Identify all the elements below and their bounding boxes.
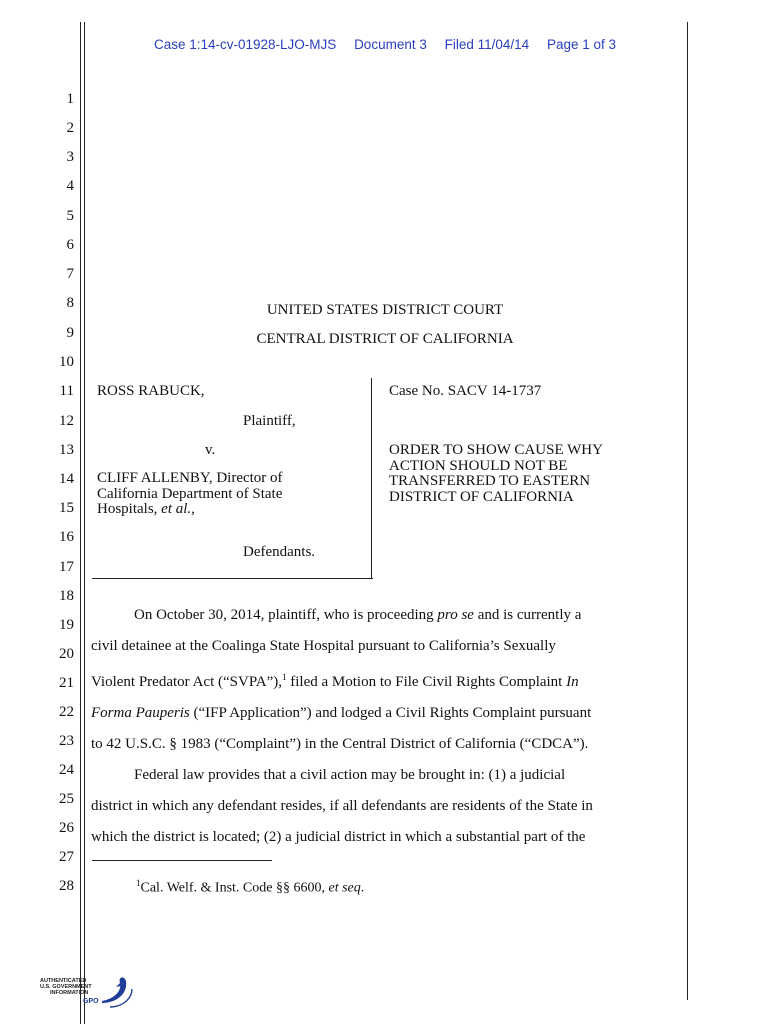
- order-title-line: ORDER TO SHOW CAUSE WHY: [389, 442, 603, 458]
- line-number: 17: [59, 559, 74, 575]
- line-number: 18: [59, 588, 74, 604]
- footnote-separator: [92, 860, 272, 861]
- document-number: Document 3: [354, 37, 427, 52]
- court-name: UNITED STATES DISTRICT COURT: [266, 302, 504, 318]
- gpo-line: AUTHENTICATED: [40, 978, 87, 984]
- body-text: On October 30, 2014, plaintiff, who is proceeding: [134, 607, 438, 623]
- line-number: 28: [59, 878, 74, 894]
- et-al: et al.: [161, 501, 192, 517]
- line-number: 12: [59, 413, 74, 429]
- order-title-line: TRANSFERRED TO EASTERN: [389, 473, 591, 489]
- left-margin-rule: [80, 22, 81, 1024]
- case-header: [0, 37, 770, 52]
- body-line: [91, 698, 691, 729]
- defendant-line: [97, 502, 283, 518]
- defendant-line: CLIFF ALLENBY, Director of: [97, 470, 283, 486]
- line-number: 23: [59, 733, 74, 749]
- line-number: 4: [66, 178, 74, 194]
- versus: v.: [205, 442, 216, 458]
- defendant-line: California Department of State: [97, 485, 283, 502]
- line-number: 3: [66, 149, 74, 165]
- footnote-end: .: [360, 880, 365, 896]
- body-line: to 42 U.S.C. § 1983 (“Complaint”) in the Central District of California (“CDCA”).: [91, 736, 589, 752]
- line-number: 21: [59, 675, 74, 691]
- body-text: and is currently a: [473, 607, 582, 623]
- plaintiff-name: ROSS RABUCK,: [97, 383, 205, 399]
- line-number: 22: [59, 704, 74, 720]
- line-number: 25: [59, 791, 74, 807]
- defendant-block: [97, 471, 283, 518]
- body-italic: In: [566, 674, 579, 690]
- court-district: CENTRAL DISTRICT OF CALIFORNIA: [256, 331, 514, 347]
- body-text: Violent Predator Act (“SVPA”),: [91, 674, 283, 690]
- case-no: Case No. SACV 14-1737: [389, 383, 542, 399]
- gpo-line: INFORMATION: [50, 990, 89, 996]
- order-title: [389, 443, 603, 505]
- body-line: Federal law provides that a civil action may be brought in: (1) a judicial: [134, 767, 566, 783]
- order-body: [91, 600, 691, 853]
- body-italic: Forma Pauperis: [91, 705, 190, 721]
- body-line: [91, 662, 691, 698]
- gpo-line: U.S. GOVERNMENT: [40, 984, 92, 990]
- line-number: 19: [59, 617, 74, 633]
- footnote-italic: et seq: [328, 880, 361, 896]
- defendant-hospitals: Hospitals,: [97, 501, 158, 517]
- right-margin-rule: [687, 22, 688, 1000]
- filed-date: Filed 11/04/14: [444, 37, 530, 52]
- footnote-ref: 1: [282, 672, 287, 682]
- gpo-label: GPO: [83, 998, 99, 1005]
- defendant-comma: ,: [191, 501, 195, 517]
- pro-se: pro se: [437, 607, 474, 623]
- caption-divider-vertical: [371, 378, 372, 578]
- body-line: which the district is located; (2) a judicial district in which a substantial part of the: [91, 829, 586, 845]
- order-title-line: ACTION SHOULD NOT BE: [389, 457, 568, 474]
- line-number: 16: [59, 529, 74, 545]
- case-number: Case 1:14-cv-01928-LJO-MJS: [153, 37, 337, 52]
- line-number: 26: [59, 820, 74, 836]
- line-number: 1: [66, 91, 74, 107]
- line-number: 24: [59, 762, 74, 778]
- line-number: 8: [66, 295, 74, 311]
- body-line: district in which any defendant resides, if all defendants are residents of the State in: [91, 798, 593, 814]
- line-number: 5: [66, 208, 74, 224]
- left-margin-rule: [84, 22, 85, 1024]
- page-indicator: Page 1 of 3: [546, 37, 617, 52]
- footnote: [136, 878, 364, 897]
- body-line: [91, 600, 691, 631]
- line-number: 15: [59, 500, 74, 516]
- defendants-label: Defendants.: [243, 544, 316, 560]
- body-text: (“IFP Application”) and lodged a Civil Rights Complaint pursuant: [189, 705, 592, 721]
- plaintiff-label: Plaintiff,: [243, 413, 296, 429]
- line-number: 6: [66, 237, 74, 253]
- footnote-text: Cal. Welf. & Inst. Code §§ 6600,: [140, 880, 329, 896]
- body-line: civil detainee at the Coalinga State Hospital pursuant to California’s Sexually: [91, 638, 556, 654]
- line-number: 11: [59, 383, 74, 399]
- caption-divider-horizontal: [92, 578, 373, 579]
- line-number: 13: [59, 442, 74, 458]
- body-text: filed a Motion to File Civil Rights Complaint: [286, 674, 567, 690]
- line-number: 20: [59, 646, 74, 662]
- line-number: 9: [66, 325, 74, 341]
- line-number: 7: [66, 266, 74, 282]
- order-title-line: DISTRICT OF CALIFORNIA: [389, 488, 574, 505]
- line-number: 14: [59, 471, 74, 487]
- line-number: 2: [66, 120, 74, 136]
- line-number: 27: [59, 849, 74, 865]
- line-number: 10: [59, 354, 74, 370]
- footnote-mark: 1: [136, 878, 141, 888]
